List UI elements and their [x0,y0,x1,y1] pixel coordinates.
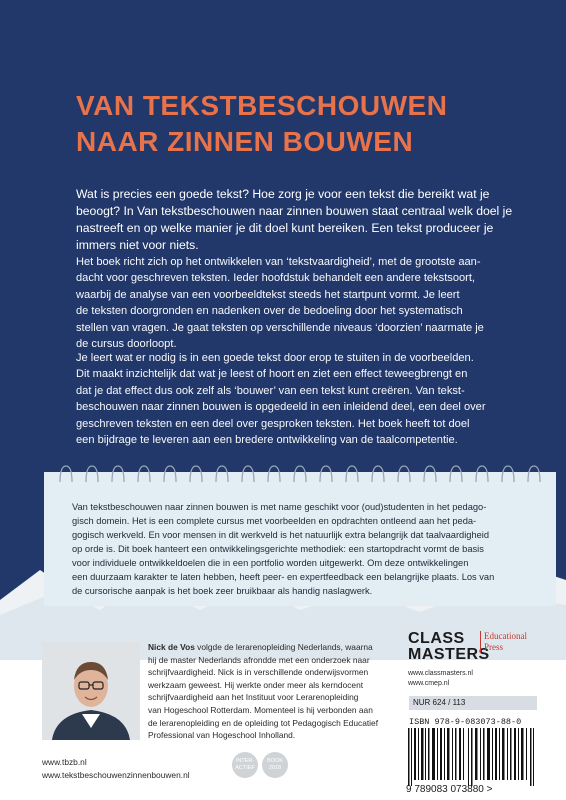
paragraph-line: een bijdrage te leveren aan een bredere ontwikkeling van de taalcompetentie. [76,434,458,447]
note-line: de cursorische aanpak is het boek zeer bruikbaar als handig naslagwerk. [72,586,373,596]
book-title [76,88,546,160]
bio-line: schrijfvaardigheid. Nick is in verschillende onderwijsvormen [148,667,369,678]
paragraph-line: dat je dat effect dus ook zelf als ‘bouwer’ van een tekst kunt creëren. Van tekst- [76,384,465,397]
publisher-imprint [480,631,527,653]
bio-line: de lerarenopleiding en de opleiding tot Pedagogisch Educatief [148,717,379,728]
website-links [42,756,190,782]
logo-line-1: CLASS [408,630,465,647]
publisher-websites [408,669,473,689]
note-line: een duurzaam karakter te laten hebben, heeft peer- en expertfeedback een belangrijke plaats. Los van [72,572,495,582]
interactief-badge-icon [232,752,258,778]
paragraph-2 [76,350,532,448]
title-line-2: NAAR ZINNEN BOUWEN [76,126,414,157]
author-photo [42,642,140,740]
bio-line-text: volgde de lerarenopleiding Nederlands, waarna [194,642,373,652]
paragraph-line: de cursus doorloopt. [76,338,177,351]
nur-code: NUR 624 / 113 [409,696,537,710]
bio-line: Professional van Hogeschool Inholland. [148,730,296,741]
website-link[interactable]: www.tbzb.nl [42,757,87,767]
paragraph-line: geschreven teksten en een deel over gesproken teksten. Het boek heeft tot doel [76,417,470,430]
barcode-number: 9 789083 073880 > [406,784,493,795]
paragraph-line: Het boek richt zich op het ontwikkelen van ‘tekstvaardigheid’, met de grootste aan- [76,256,481,268]
intro-line-text: beoogt? In Van tekstbeschouwen naar zinnen bouwen staat centraal welk doel je [76,204,513,218]
paragraph-1 [76,254,532,352]
note-line: gogisch werkveld. En voor mensen in dit werkveld is het natuurlijk extra belangrijk dat taalvaardigheid [72,530,490,540]
badge-label: BOOK 2018 [267,758,283,771]
intro-line [76,203,532,220]
intro-text [76,186,532,254]
isbn: ISBN 978-9-083073-88-0 [409,717,522,727]
book-badge-icon [262,752,288,778]
bio-line: werkzaam geweest. Hij werkte onder meer als kerndocent [148,679,364,690]
paragraph-line: Dit maakt inzichtelijk dat wat je leest of hoort en ziet een effect teweegbrengt en [76,368,468,381]
intro-line: nastreeft en op welke manier je dit doel kunt bereiken. Een tekst produceer je [76,221,494,235]
paragraph-line: waarbij de analyse van een voorbeeldtekst steeds het startpunt vormt. Je leert [76,288,460,301]
paragraph-line: stellen van vragen. Je gaat teksten op verschillende niveaus ‘doorzien’ naarmate je [76,321,484,334]
logo-line-2: MASTERS [408,646,490,663]
website-link[interactable]: www.tekstbeschouwenzinnenbouwen.nl [42,770,190,780]
intro-line: Wat is precies een goede tekst? Hoe zorg je voor een tekst die bereikt wat je [76,187,490,201]
paragraph-line: Je leert wat er nodig is in een goede tekst door erop te stuiten in de voorbeelden. [76,352,474,364]
author-bio [148,641,398,742]
title-line-1: VAN TEKSTBESCHOUWEN [76,90,448,121]
paragraph-line: beschouwen naar zinnen bouwen is opgedeeld in een inleidend deel, een deel over [76,401,486,414]
publisher-link[interactable]: www.cmep.nl [408,680,450,687]
note-line: op orde is. Dit boek hanteert een ontwikkelingsgerichte methodiek: een startopdracht vormt de basis [72,544,484,554]
note-text [72,500,534,598]
badge-label: INTER-ACTIEF [235,758,255,771]
barcode-icon [406,728,540,786]
bio-line: van Hogeschool Rotterdam. Momenteel is hij verbonden aan [148,704,373,715]
author-name: Nick de Vos [148,642,195,652]
intro-line: immers niet voor niets. [76,238,199,252]
paragraph-line: de teksten doorgronden en nadenken over de bedoeling door het systematisch [76,305,463,318]
bio-line [148,641,398,654]
note-line: voor individuele ontwikkeldoelen die in een portfolio worden uitgewerkt. Om deze ontwikkelingen [72,558,469,568]
imprint-line: Press [484,642,504,652]
bio-line: schrijfvaardigheid aan het Instituut voor Lerarenopleiding [148,692,359,703]
note-line: gisch domein. Het is een complete cursus met voorbeelden en opdrachten ontleend aan het peda- [72,516,477,526]
publisher-link[interactable]: www.classmasters.nl [408,670,473,677]
author-portrait-icon [42,642,140,740]
paragraph-line: dacht voor geschreven teksten. Ieder hoofdstuk behandelt een andere tekstsoort, [76,272,476,285]
imprint-line: Educational [484,631,527,641]
spiral-binding-icon [50,462,550,484]
publisher-logo [408,631,490,663]
bio-line: hij de master Nederlands afrondde met een onderzoek naar [148,654,370,665]
note-line: Van tekstbeschouwen naar zinnen bouwen is met name geschikt voor (oud)studenten in het pedago- [72,502,487,512]
